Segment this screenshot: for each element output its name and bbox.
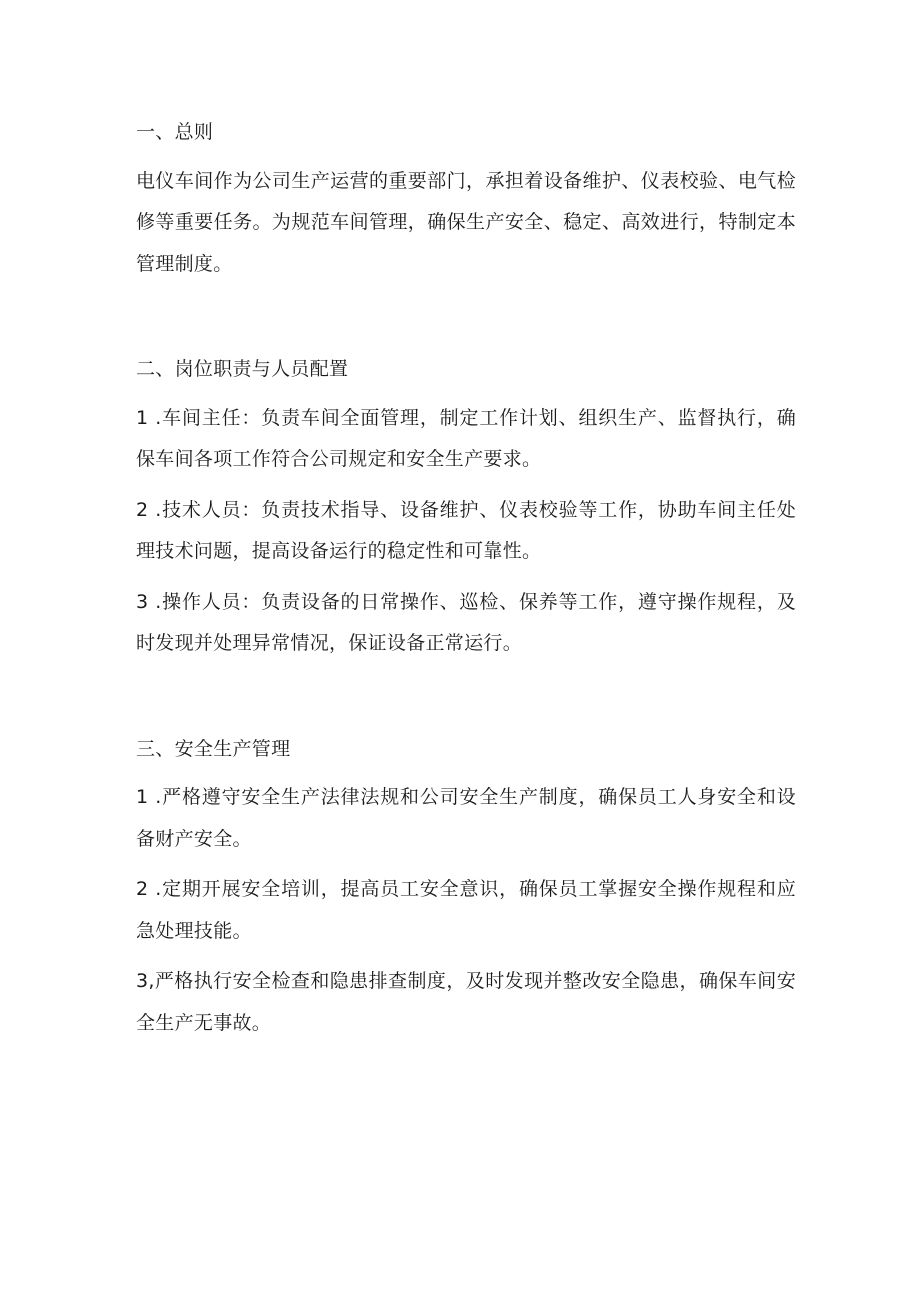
list-item: 2 .定期开展安全培训，提高员工安全意识，确保员工掌握安全操作规程和应急处理技能。 — [136, 878, 796, 942]
list-item: 2 .技术人员：负责技术指导、设备维护、仪表校验等工作，协助车间主任处理技术问题，提高设备运行的稳定性和可靠性。 — [136, 498, 796, 562]
section-heading: 二、岗位职责与人员配置 — [136, 358, 349, 380]
section-heading: 三、安全生产管理 — [136, 737, 291, 760]
list-item: 1 .车间主任：负责车间全面管理，制定工作计划、组织生产、监督执行，确保车间各项工作符合公司规定和安全生产要求。 — [136, 406, 796, 470]
section-paragraph: 电仪车间作为公司生产运营的重要部门，承担着设备维护、仪表校验、电气检修等重要任务。为规范车间管理，确保生产安全、稳定、高效进行，特制定本管理制度。 — [136, 169, 796, 275]
list-item: 1 .严格遵守安全生产法律法规和公司安全生产制度，确保员工人身安全和设备财产安全。 — [136, 786, 796, 850]
list-item: 3 .操作人员：负责设备的日常操作、巡检、保养等工作，遵守操作规程，及时发现并处理异常情况，保证设备正常运行。 — [136, 590, 796, 654]
section-general — [136, 112, 796, 285]
list-item: 3,严格执行安全检查和隐患排查制度，及时发现并整改安全隐患，确保车间安全生产无事故。 — [136, 970, 796, 1034]
section-safety-management — [136, 729, 796, 1045]
section-heading: 一、总则 — [136, 121, 214, 143]
document-body — [136, 112, 796, 1044]
section-duties-staffing — [136, 349, 796, 665]
